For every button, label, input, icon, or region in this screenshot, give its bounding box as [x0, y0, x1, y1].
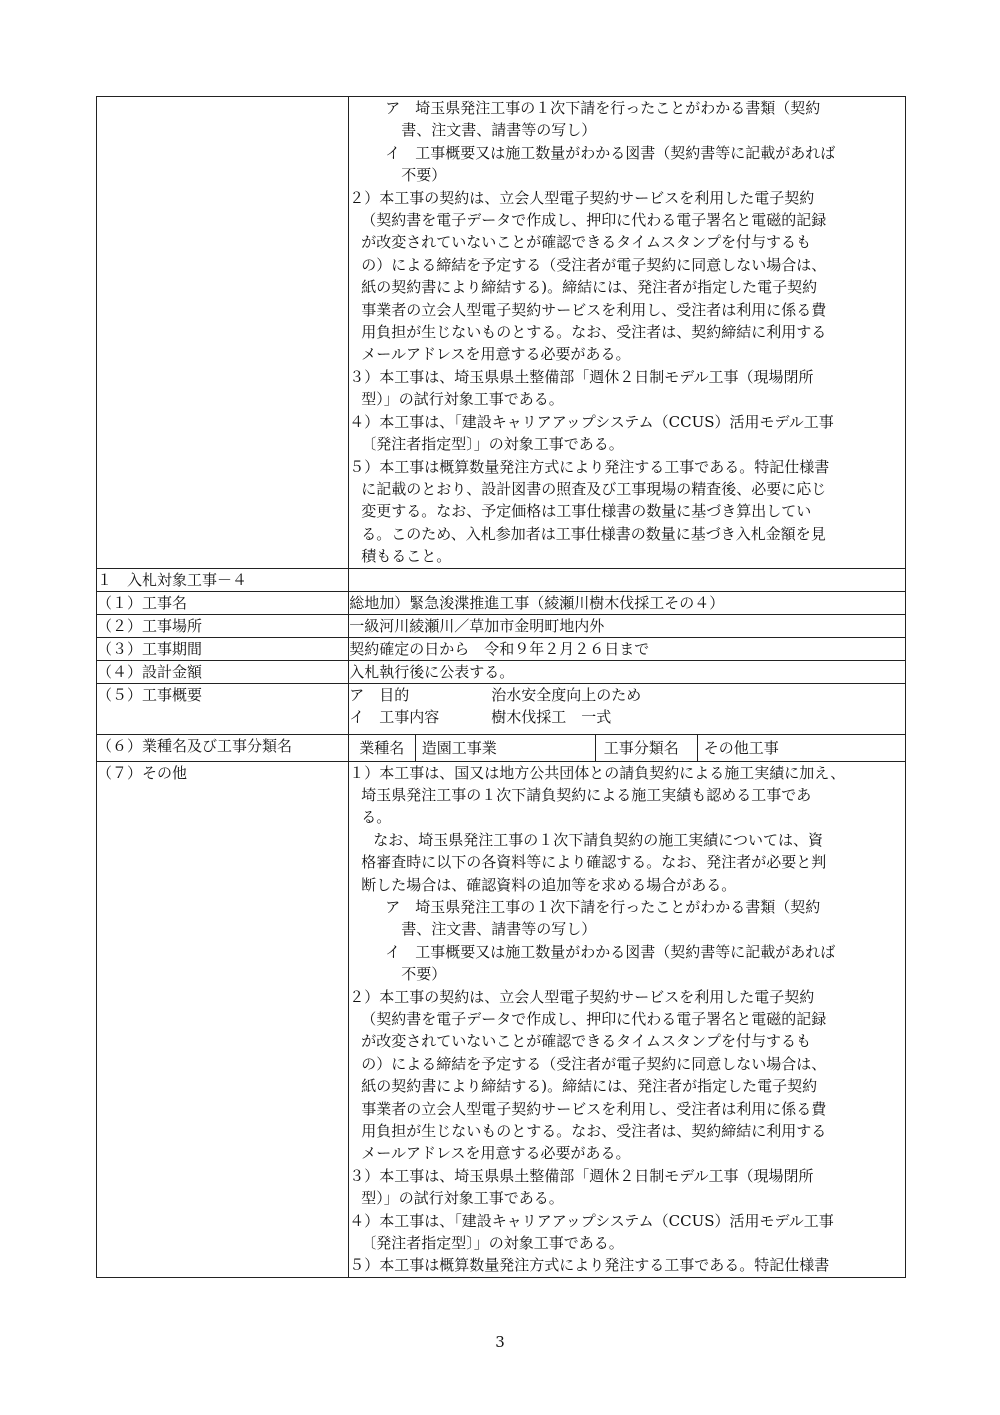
list-item: 格審査時に以下の各資料等により確認する。なお、発注者が必要と判 [361, 853, 827, 872]
overview-purpose-value: 治水安全度向上のため [491, 685, 642, 704]
list-item: 紙の契約書により締結する)。締結には、発注者が指定した電子契約 [361, 278, 818, 297]
list-item: 不要） [401, 965, 447, 984]
list-item: 事業者の立会人型電子契約サービスを利用し、受注者は利用に係る費 [361, 300, 827, 319]
list-item: １）本工事は、国又は地方公共団体との請負契約による施工実績に加え、 [349, 763, 846, 782]
list-item: る。 [361, 808, 392, 827]
list-item: 書、注文書、請書等の写し） [401, 920, 597, 939]
list-item: （契約書を電子データで作成し、押印に代わる電子署名と電磁的記録 [361, 1010, 827, 1028]
list-item: の）による締結を予定する（受注者が電子契約に同意しない場合は、 [361, 1054, 827, 1073]
list-item: ３）本工事は、埼玉県県土整備部「週休２日制モデル工事（現場閉所 [349, 1166, 814, 1185]
row-label-name: （１）工事名 [97, 591, 349, 614]
section-row [97, 568, 906, 591]
row-value-place: 一級河川綾瀬川／草加市金明町地内外 [349, 614, 906, 637]
list-item: ２）本工事の契約は、立会人型電子契約サービスを利用した電子契約 [349, 188, 815, 207]
list-item: 断した場合は、確認資料の追加等を求める場合がある。 [361, 875, 737, 894]
list-item: ４）本工事は、「建設キャリアアップシステム（CCUS）活用モデル工事 [349, 412, 834, 431]
list-item: る。このため、入札参加者は工事仕様書の数量に基づき入札金額を見 [361, 524, 826, 543]
row-value-overview [349, 683, 906, 734]
list-item: 〔発注者指定型〕」の対象工事である。 [361, 435, 624, 454]
list-item: 紙の契約書により締結する)。締結には、発注者が指定した電子契約 [361, 1077, 818, 1096]
table-row [97, 637, 906, 660]
list-item: ３）本工事は、埼玉県県土整備部「週休２日制モデル工事（現場閉所 [349, 367, 814, 386]
list-item: イ 工事概要又は施工数量がわかる図書（契約書等に記載があれば [385, 942, 836, 961]
row-label-amount: （４）設計金額 [97, 660, 349, 683]
list-item: メールアドレスを用意する必要がある。 [361, 1144, 631, 1163]
row-label-period: （３）工事期間 [97, 637, 349, 660]
list-item: 書、注文書、請書等の写し） [401, 121, 597, 140]
list-item: が改変されていないことが確認できるタイムスタンプを付与するも [361, 1032, 812, 1051]
list-item: 型）」の試行対象工事である。 [361, 390, 564, 409]
row-value-period: 契約確定の日から 令和９年２月２６日まで [349, 637, 906, 660]
list-item: 不要） [401, 166, 447, 185]
section-empty-cell [349, 568, 906, 591]
list-item: イ 工事概要又は施工数量がわかる図書（契約書等に記載があれば [385, 143, 836, 162]
table-row [97, 734, 906, 761]
list-item: 埼玉県発注工事の１次下請負契約による施工実績も認める工事であ [361, 785, 812, 804]
list-item: 変更する。なお、予定価格は工事仕様書の数量に基づき算出してい [361, 502, 812, 521]
list-item: に記載のとおり、設計図書の照査及び工事現場の精査後、必要に応じ [361, 479, 827, 498]
list-item: の）による締結を予定する（受注者が電子契約に同意しない場合は、 [361, 255, 827, 274]
work-class-value: その他工事 [697, 735, 905, 761]
list-item: ２）本工事の契約は、立会人型電子契約サービスを利用した電子契約 [349, 987, 815, 1006]
row-label-category: （６）業種名及び工事分類名 [97, 734, 349, 761]
list-item: が改変されていないことが確認できるタイムスタンプを付与するも [361, 233, 812, 252]
list-item: ５）本工事は概算数量発注方式により発注する工事である。特記仕様書 [349, 457, 830, 476]
overview-content-value: 樹木伐採工 一式 [491, 707, 612, 726]
section-heading: １ 入札対象工事－４ [97, 568, 349, 591]
page-number: 3 [495, 1333, 505, 1351]
table-row [97, 683, 906, 734]
list-item: 事業者の立会人型電子契約サービスを利用し、受注者は利用に係る費 [361, 1099, 827, 1118]
row-label-overview: （５）工事概要 [97, 683, 349, 734]
industry-label: 業種名 [359, 738, 405, 757]
table-row [97, 591, 906, 614]
list-item: なお、埼玉県発注工事の１次下請負契約の施工実績については、資 [373, 830, 824, 849]
continuation-label-cell [97, 97, 349, 569]
list-item: 積もること。 [361, 547, 452, 566]
industry-value: 造園工事業 [415, 735, 595, 761]
list-item: 用負担が生じないものとする。なお、受注者は、契約締結に利用する [361, 323, 827, 342]
list-item: 型）」の試行対象工事である。 [361, 1189, 564, 1208]
category-subtable [349, 735, 905, 761]
list-item: ア 埼玉県発注工事の１次下請を行ったことがわかる書類（契約 [385, 99, 821, 117]
row-value-name: 総地加）緊急浚渫推進工事（綾瀬川樹木伐採工その４） [349, 591, 906, 614]
overview-content-label: イ 工事内容 [349, 707, 440, 726]
list-item: メールアドレスを用意する必要がある。 [361, 345, 631, 364]
row-value-other [349, 761, 906, 1277]
overview-content [349, 706, 905, 728]
row-label-other: （７）その他 [97, 761, 349, 1277]
list-item: （契約書を電子データで作成し、押印に代わる電子署名と電磁的記録 [361, 211, 827, 230]
work-class-label: 工事分類名 [595, 735, 697, 761]
overview-purpose [349, 684, 905, 706]
list-item: ４）本工事は、「建設キャリアアップシステム（CCUS）活用モデル工事 [349, 1211, 834, 1230]
list-item: 〔発注者指定型〕」の対象工事である。 [361, 1234, 624, 1253]
list-item: ア 埼玉県発注工事の１次下請を行ったことがわかる書類（契約 [385, 897, 821, 916]
table-row [97, 761, 906, 1277]
continuation-row [97, 97, 906, 569]
continuation-content-cell [349, 97, 906, 569]
list-item: ５）本工事は概算数量発注方式により発注する工事である。特記仕様書 [349, 1256, 830, 1275]
row-label-place: （２）工事場所 [97, 614, 349, 637]
table-row [97, 614, 906, 637]
table-row [97, 660, 906, 683]
list-item: 用負担が生じないものとする。なお、受注者は、契約締結に利用する [361, 1122, 827, 1141]
bid-info-table [96, 96, 906, 1278]
overview-purpose-label: ア 目的 [349, 685, 410, 704]
row-value-amount: 入札執行後に公表する。 [349, 660, 906, 683]
row-value-category [349, 734, 906, 761]
